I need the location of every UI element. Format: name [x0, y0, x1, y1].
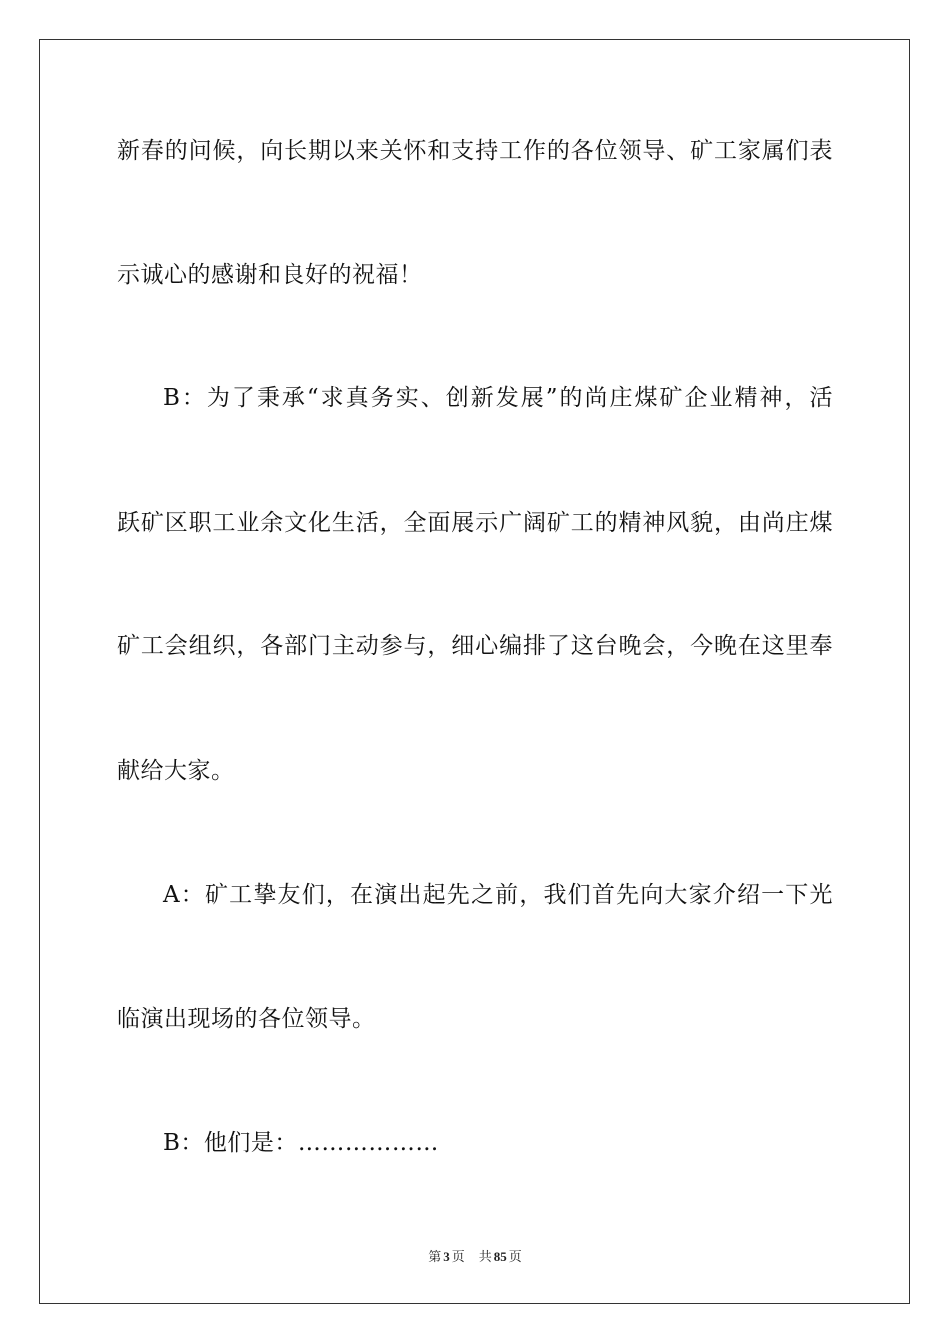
page-number: 3	[443, 1249, 450, 1264]
text-line-6: 献给大家。	[117, 758, 235, 784]
text-line-7: A：矿工挚友们，在演出起先之前，我们首先向大家介绍一下光	[163, 882, 833, 908]
total-prefix: 共	[478, 1249, 492, 1264]
total-suffix: 页	[508, 1249, 522, 1264]
text-line-4: 跃矿区职工业余文化生活，全面展示广阔矿工的精神风貌，由尚庄煤	[117, 510, 833, 536]
text-line-2: 示诚心的感谢和良好的祝福！	[117, 262, 423, 288]
text-line-8: 临演出现场的各位领导。	[117, 1006, 376, 1032]
page-suffix: 页	[451, 1249, 465, 1264]
text-line-3: B：为了秉承“求真务实、创新发展”的尚庄煤矿企业精神，活	[163, 385, 833, 411]
text-line-1: 新春的问候，向长期以来关怀和支持工作的各位领导、矿工家属们表	[117, 138, 833, 164]
total-pages: 85	[493, 1249, 507, 1264]
text-line-9: B：他们是：………………	[163, 1130, 439, 1156]
page-border	[39, 39, 910, 1304]
text-line-5: 矿工会组织，各部门主动参与，细心编排了这台晚会，今晚在这里奉	[117, 633, 833, 659]
page-footer	[0, 1246, 950, 1265]
page-prefix: 第	[428, 1249, 442, 1264]
